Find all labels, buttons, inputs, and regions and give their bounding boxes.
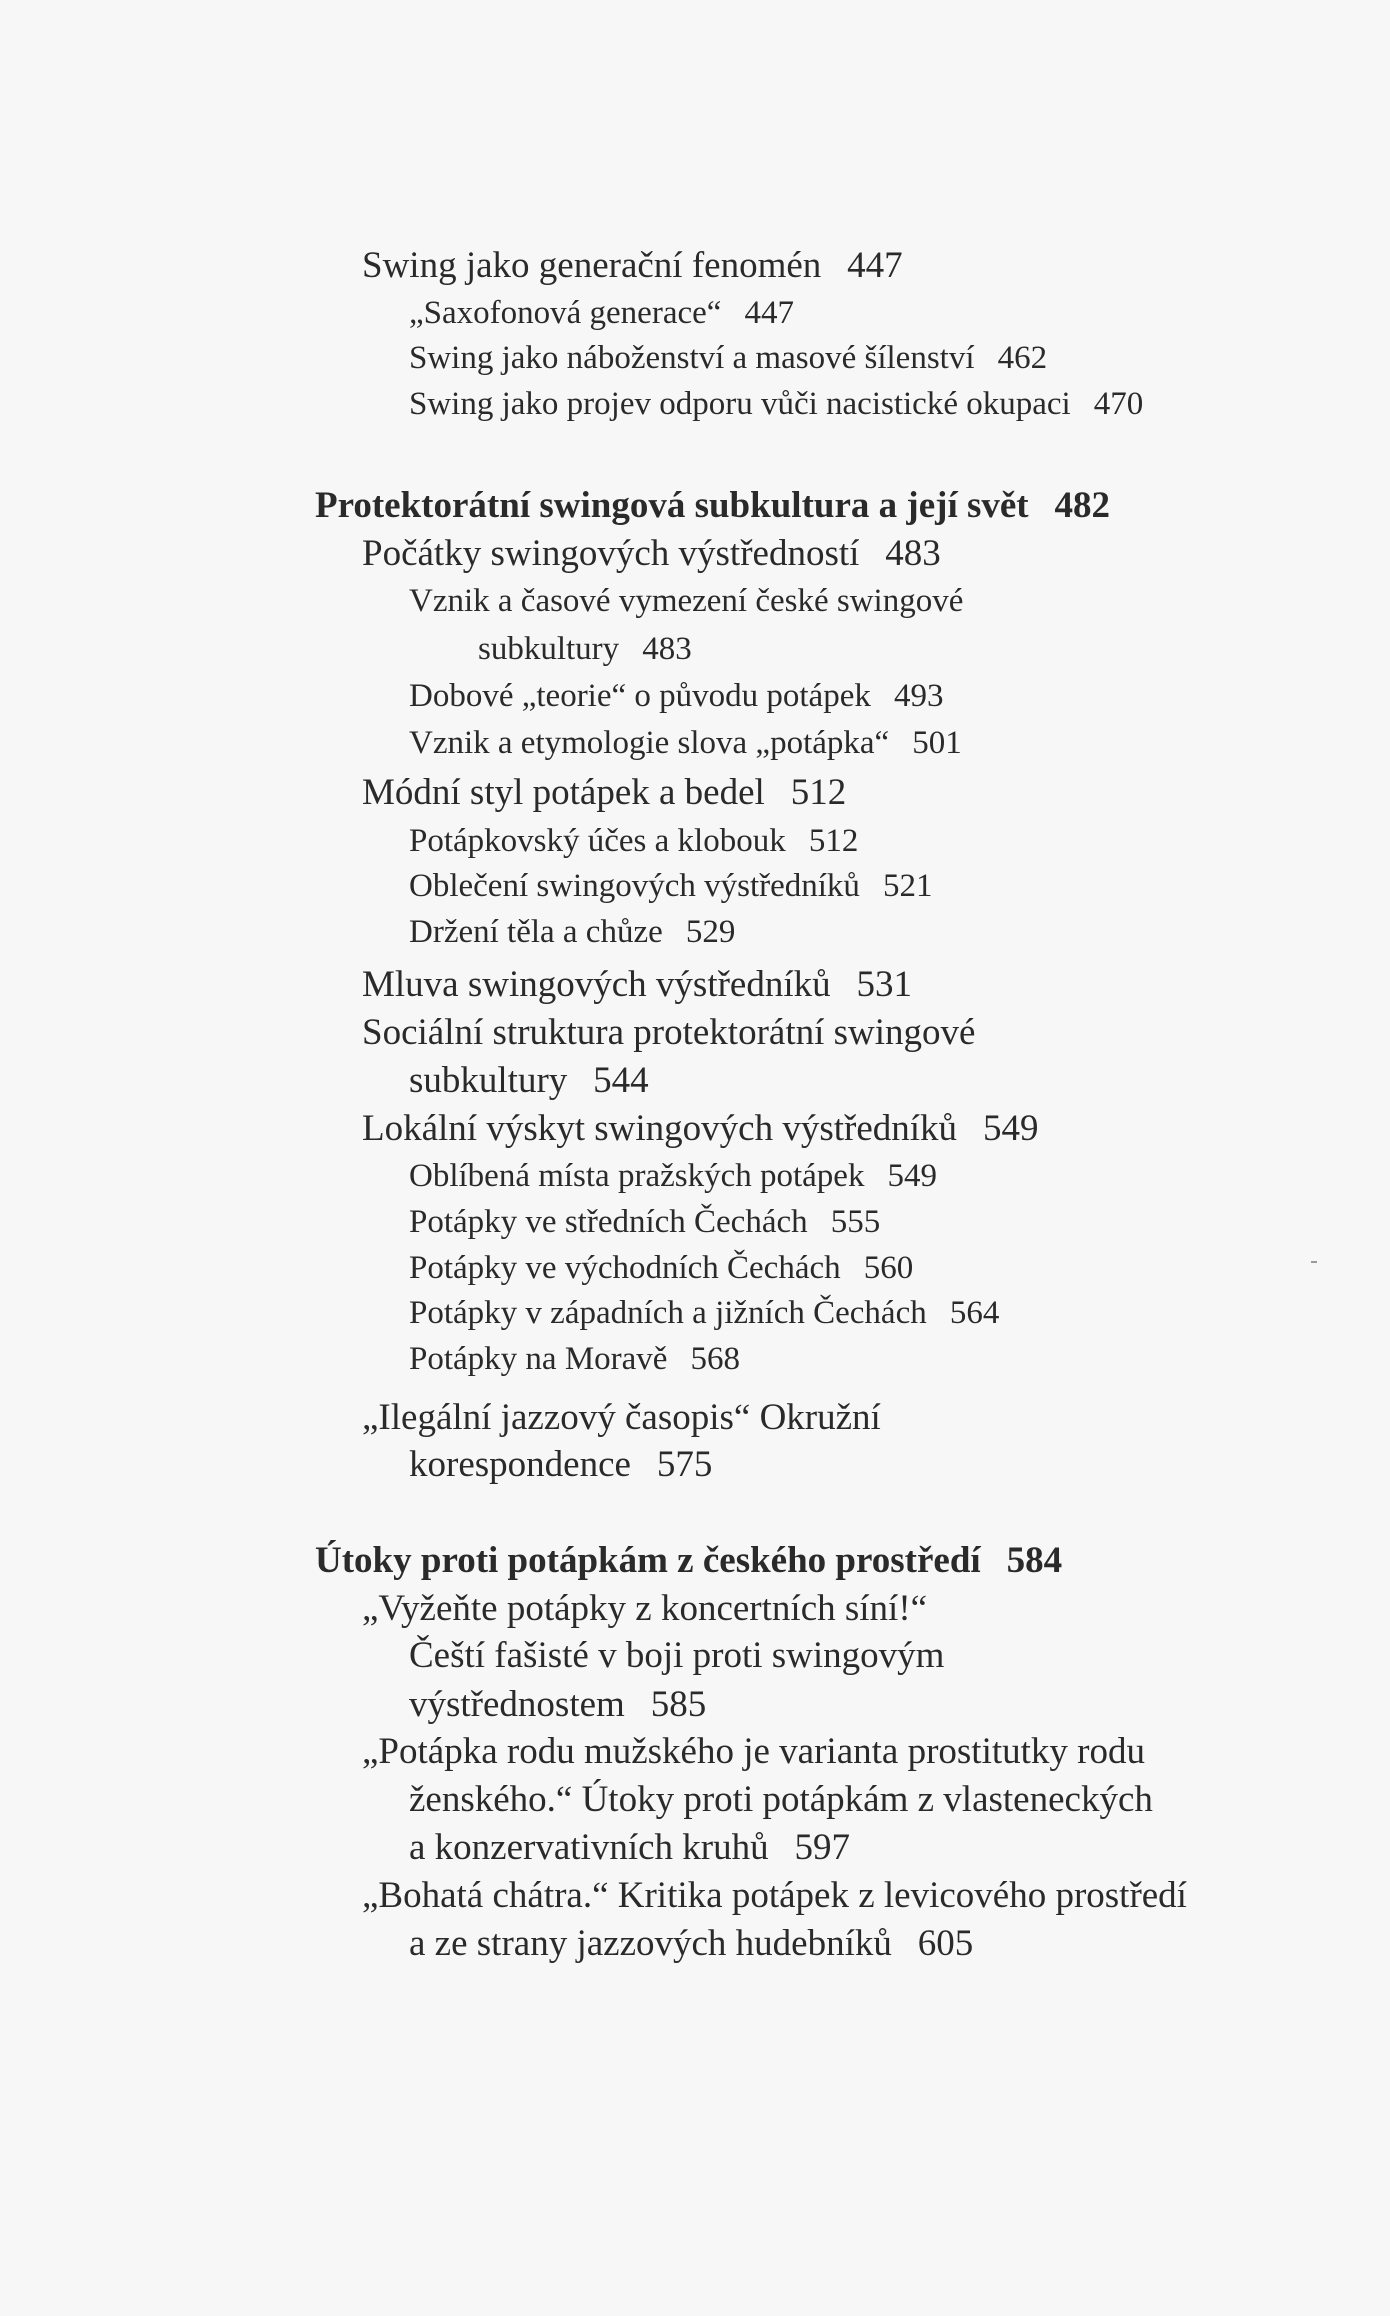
page-number: 483 <box>642 631 692 667</box>
toc-entry-title: Sociální struktura protektorátní swingové <box>362 1012 976 1053</box>
page-number: 531 <box>856 964 913 1005</box>
page-number: 575 <box>656 1444 713 1485</box>
page-number: 544 <box>593 1060 649 1101</box>
toc-entry-title: a konzervativních kruhů 597 <box>409 1827 850 1868</box>
page-number: 470 <box>1093 386 1144 422</box>
page-number: 605 <box>917 1923 974 1964</box>
page-number: 512 <box>790 772 847 813</box>
page-number: 529 <box>685 914 736 950</box>
toc-entry-title: Vznik a časové vymezení české swingové <box>409 583 964 619</box>
toc-entry-title: Swing jako generační fenomén 447 <box>362 245 903 286</box>
toc-entry-title: subkultury 483 <box>478 631 692 667</box>
chapter-heading: Protektorátní swingová subkultura a její svět 482 <box>315 485 1111 526</box>
toc-entry-title: Mluva swingových výstředníků 531 <box>362 964 913 1005</box>
page-number: 597 <box>794 1827 850 1868</box>
page-number: 462 <box>997 340 1048 376</box>
scan-speck <box>1311 1261 1317 1263</box>
toc-entry-title: Počátky swingových výstředností 483 <box>362 533 941 574</box>
page-number: 549 <box>982 1108 1039 1149</box>
toc-entry-title: výstřednostem 585 <box>409 1684 707 1725</box>
toc-entry-title: Dobové „teorie“ o původu potápek 493 <box>409 678 944 714</box>
page-number: 564 <box>949 1295 1000 1331</box>
page-number: 560 <box>863 1250 914 1286</box>
toc-entry-title: Lokální výskyt swingových výstředníků 549 <box>362 1108 1039 1149</box>
toc-entry-title: Swing jako náboženství a masové šílenství 462 <box>409 340 1048 376</box>
toc-entry-title: a ze strany jazzových hudebníků 605 <box>409 1923 974 1964</box>
toc-entry-title: subkultury 544 <box>409 1060 649 1101</box>
page-number: 483 <box>885 533 941 574</box>
page-number: 555 <box>830 1204 881 1240</box>
toc-entry-title: Vznik a etymologie slova „potápka“ 501 <box>409 725 962 761</box>
page-number: 447 <box>744 295 794 331</box>
page-number: 501 <box>912 725 962 761</box>
page-number: 549 <box>887 1158 938 1194</box>
page-number: 493 <box>893 678 944 714</box>
chapter-heading: Útoky proti potápkám z českého prostředí 584 <box>315 1540 1063 1581</box>
page-number: 512 <box>808 823 859 859</box>
toc-entry-title: Módní styl potápek a bedel 512 <box>362 772 847 813</box>
toc-entry-title: korespondence 575 <box>409 1444 713 1485</box>
toc-entry-title: Držení těla a chůze 529 <box>409 914 736 950</box>
toc-entry-title: Potápky ve východních Čechách 560 <box>409 1250 914 1286</box>
page-number: 482 <box>1054 485 1111 526</box>
toc-entry-title: „Potápka rodu mužského je varianta prostitutky rodu <box>362 1731 1145 1772</box>
page-number: 521 <box>883 868 933 904</box>
toc-entry-title: Oblíbená místa pražských potápek 549 <box>409 1158 938 1194</box>
page-number: 568 <box>690 1341 741 1377</box>
toc-entry-title: Potápkovský účes a klobouk 512 <box>409 823 859 859</box>
toc-entry-title: Oblečení swingových výstředníků 521 <box>409 868 933 904</box>
toc-entry-title: „Saxofonová generace“ 447 <box>409 295 794 331</box>
toc-entry-title: Potápky ve středních Čechách 555 <box>409 1204 881 1240</box>
page-number: 585 <box>650 1684 707 1725</box>
toc-entry-title: ženského.“ Útoky proti potápkám z vlasteneckých <box>409 1779 1153 1820</box>
toc-entry-title: „Ilegální jazzový časopis“ Okružní <box>362 1397 881 1438</box>
toc-entry-title: Potápky v západních a jižních Čechách 564 <box>409 1295 1000 1331</box>
toc-entry-title: Potápky na Moravě 568 <box>409 1341 741 1377</box>
toc-entry-title: „Vyžeňte potápky z koncertních síní!“ <box>362 1588 928 1629</box>
toc-entry-title: Swing jako projev odporu vůči nacistické okupaci 470 <box>409 386 1144 422</box>
toc-entry-title: „Bohatá chátra.“ Kritika potápek z levicového prostředí <box>362 1875 1187 1916</box>
page-number: 584 <box>1006 1540 1063 1581</box>
page-number: 447 <box>847 245 903 286</box>
toc-entry-title: Čeští fašisté v boji proti swingovým <box>409 1635 945 1676</box>
